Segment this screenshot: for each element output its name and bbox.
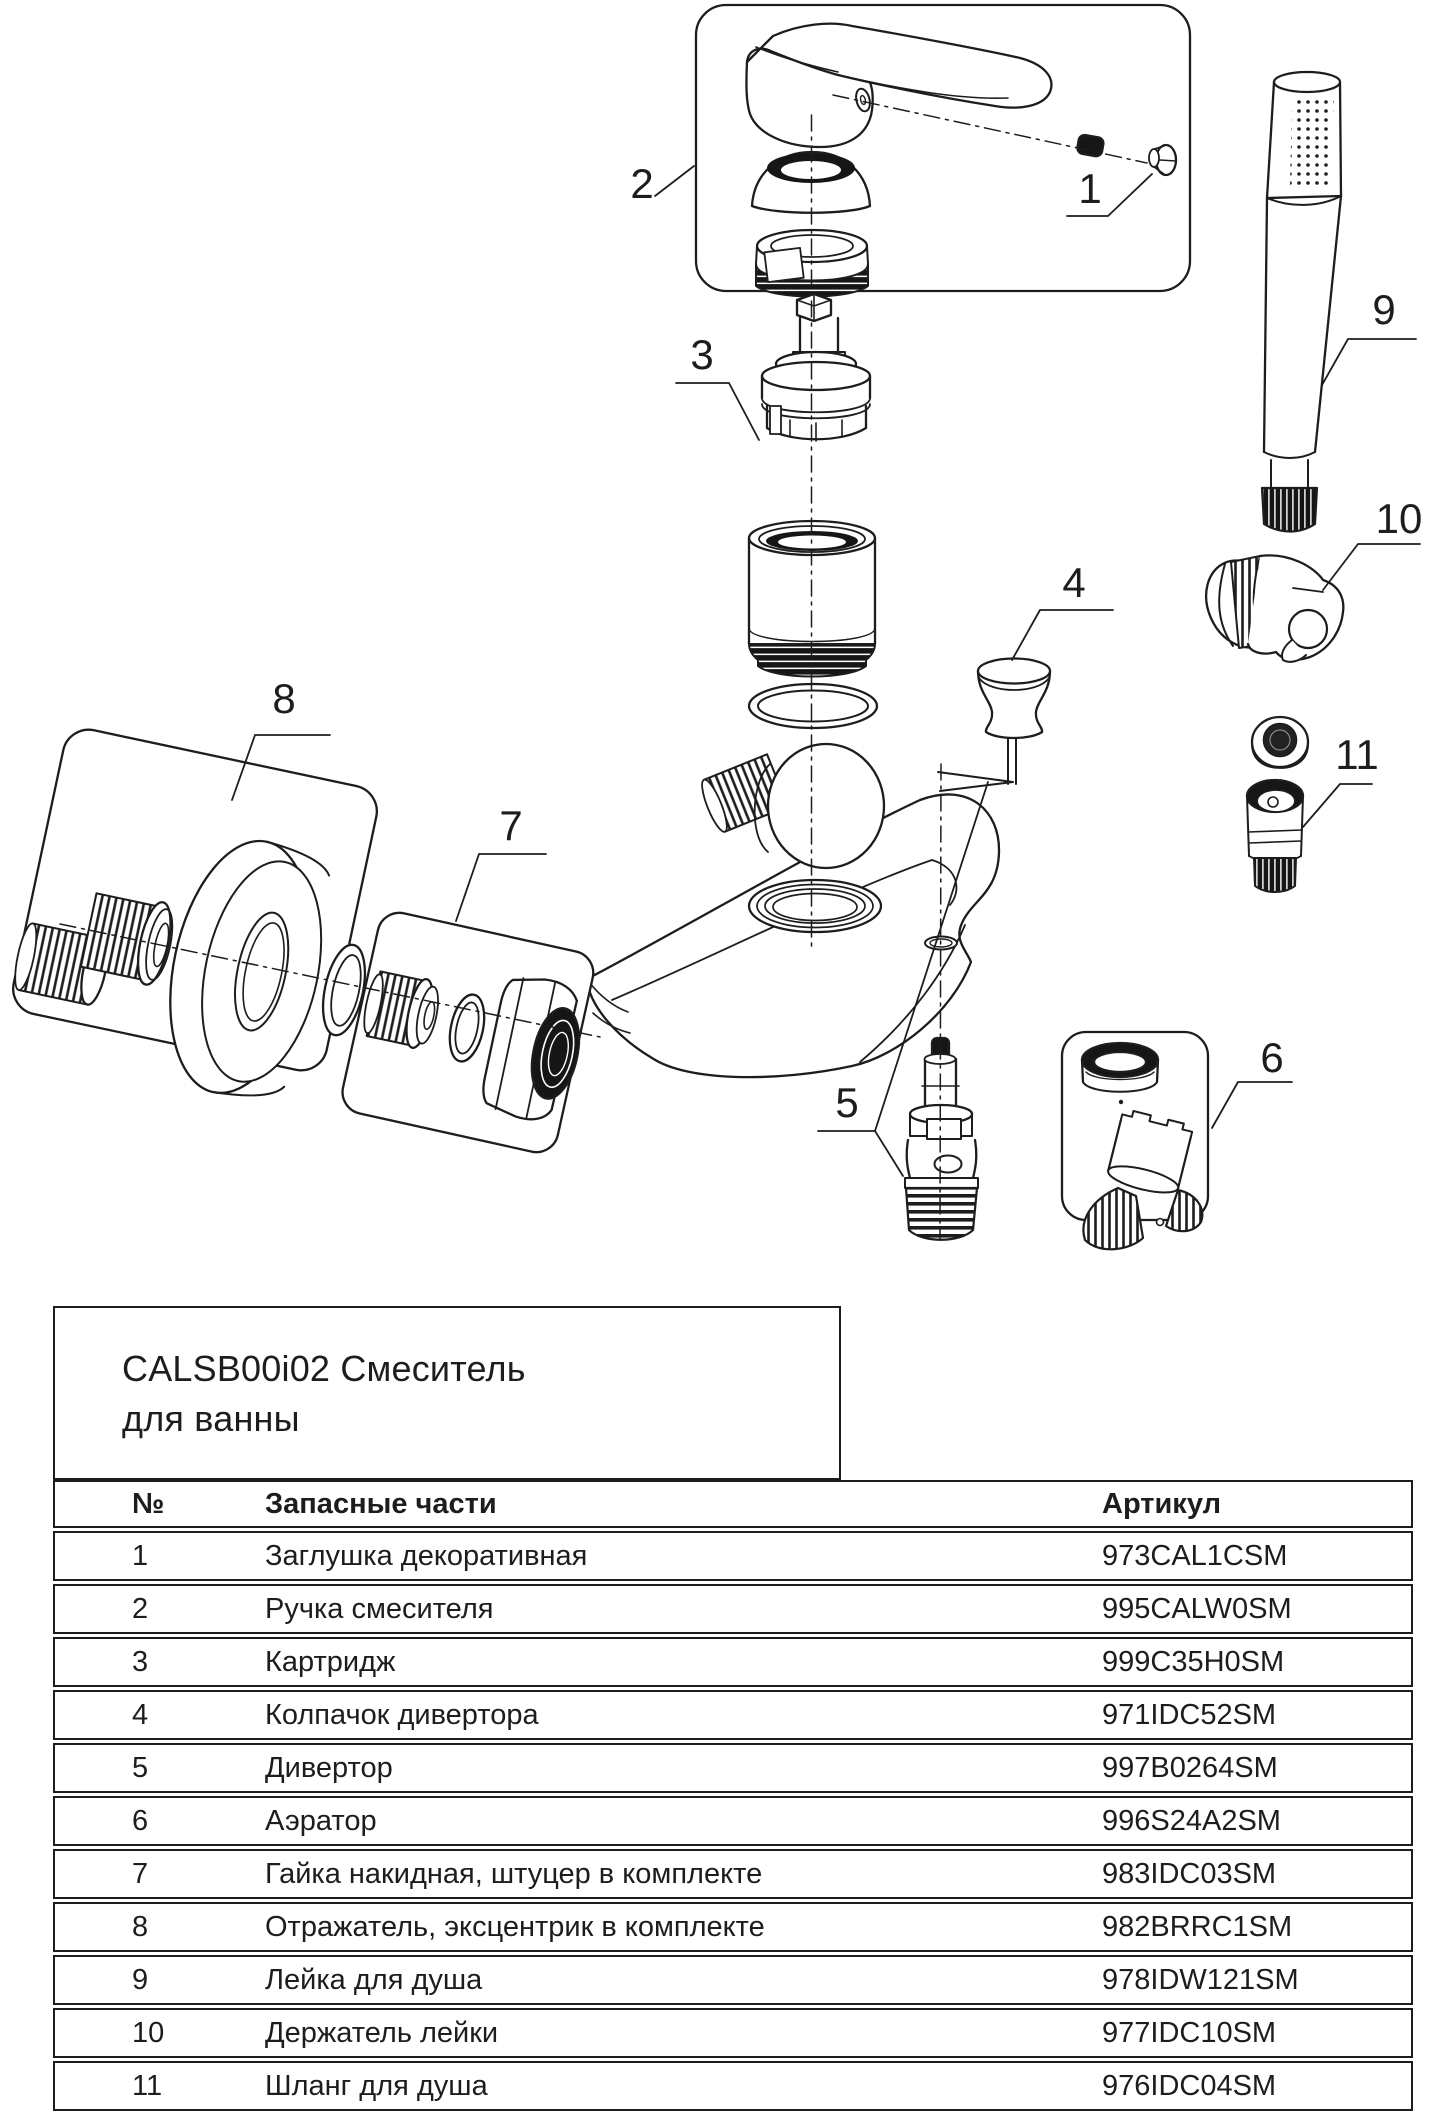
part-label-10: 10	[1375, 495, 1423, 542]
row-num: 3	[132, 1645, 149, 1678]
row-num: 7	[132, 1857, 149, 1890]
row-num: 11	[132, 2069, 163, 2102]
table-row	[53, 1902, 1413, 1952]
row-article: 971IDC52SM	[1102, 1698, 1277, 1731]
row-name: Шланг для душа	[265, 2069, 488, 2102]
table-title-line1: CALSB00i02 Смеситель	[122, 1348, 526, 1389]
diverter-valve-icon	[905, 1038, 978, 1240]
diverter-cap-icon	[938, 659, 1050, 792]
row-name: Колпачок дивертора	[265, 1698, 539, 1731]
row-name: Аэратор	[265, 1804, 377, 1837]
handset-holder-icon	[1193, 549, 1344, 662]
o-ring-icon	[749, 684, 877, 728]
part-label-3: 3	[690, 331, 714, 378]
table-header-row	[53, 1480, 1413, 1528]
row-article: 982BRRC1SM	[1102, 1910, 1293, 1943]
row-num: 10	[132, 2016, 165, 2049]
row-article: 996S24A2SM	[1102, 1804, 1281, 1837]
row-num: 6	[132, 1804, 149, 1837]
faucet-body-icon	[587, 744, 999, 1077]
part-label-9: 9	[1372, 286, 1396, 333]
table-row	[53, 1955, 1413, 2005]
row-article: 978IDW121SM	[1102, 1963, 1299, 1996]
row-num: 5	[132, 1751, 149, 1784]
part-label-6: 6	[1260, 1034, 1284, 1081]
shower-handset-icon	[1262, 72, 1341, 532]
row-name: Дивертор	[265, 1751, 393, 1784]
header-parts: Запасные части	[265, 1487, 497, 1520]
table-row	[53, 1637, 1413, 1687]
hose-washer-icon	[1252, 717, 1308, 768]
part-label-5: 5	[835, 1079, 859, 1126]
row-num: 4	[132, 1698, 149, 1731]
row-article: 983IDC03SM	[1102, 1857, 1277, 1890]
row-name: Заглушка декоративная	[265, 1539, 588, 1572]
spare-parts-table	[53, 1306, 1413, 2111]
row-num: 9	[132, 1963, 149, 1996]
table-row	[53, 2061, 1413, 2111]
row-name: Гайка накидная, штуцер в комплекте	[265, 1857, 763, 1890]
part-label-7: 7	[499, 802, 523, 849]
table-row	[53, 1690, 1413, 1740]
row-num: 2	[132, 1592, 149, 1625]
part-label-11: 11	[1335, 731, 1379, 778]
row-article: 973CAL1CSM	[1102, 1539, 1288, 1572]
row-article: 977IDC10SM	[1102, 2016, 1277, 2049]
hose-fitting-icon	[1247, 780, 1303, 892]
row-name: Картридж	[265, 1645, 396, 1678]
table-row	[53, 1531, 1413, 1581]
row-article: 997B0264SM	[1102, 1751, 1278, 1784]
part-label-2: 2	[630, 160, 654, 207]
table-row	[53, 1743, 1413, 1793]
cartridge-icon	[762, 294, 870, 441]
table-title	[53, 1306, 841, 1480]
row-name: Отражатель, эксцентрик в комплекте	[265, 1910, 765, 1943]
row-article: 999C35H0SM	[1102, 1645, 1285, 1678]
table-row	[53, 1849, 1413, 1899]
row-num: 8	[132, 1910, 149, 1943]
row-article: 976IDC04SM	[1102, 2069, 1277, 2102]
part-label-8: 8	[272, 675, 296, 722]
part-label-4: 4	[1062, 559, 1086, 606]
row-name: Ручка смесителя	[265, 1592, 494, 1625]
header-num: №	[132, 1487, 165, 1520]
row-name: Держатель лейки	[265, 2016, 499, 2049]
part-label-1: 1	[1078, 165, 1102, 212]
row-num: 1	[132, 1539, 149, 1572]
table-row	[53, 2008, 1413, 2058]
table-row	[53, 1584, 1413, 1634]
row-name: Лейка для душа	[265, 1963, 483, 1996]
table-title-line2: для ванны	[122, 1398, 300, 1439]
row-article: 995CALW0SM	[1102, 1592, 1292, 1625]
set-screw-icon	[1076, 134, 1104, 157]
header-article: Артикул	[1102, 1487, 1221, 1520]
table-row	[53, 1796, 1413, 1846]
